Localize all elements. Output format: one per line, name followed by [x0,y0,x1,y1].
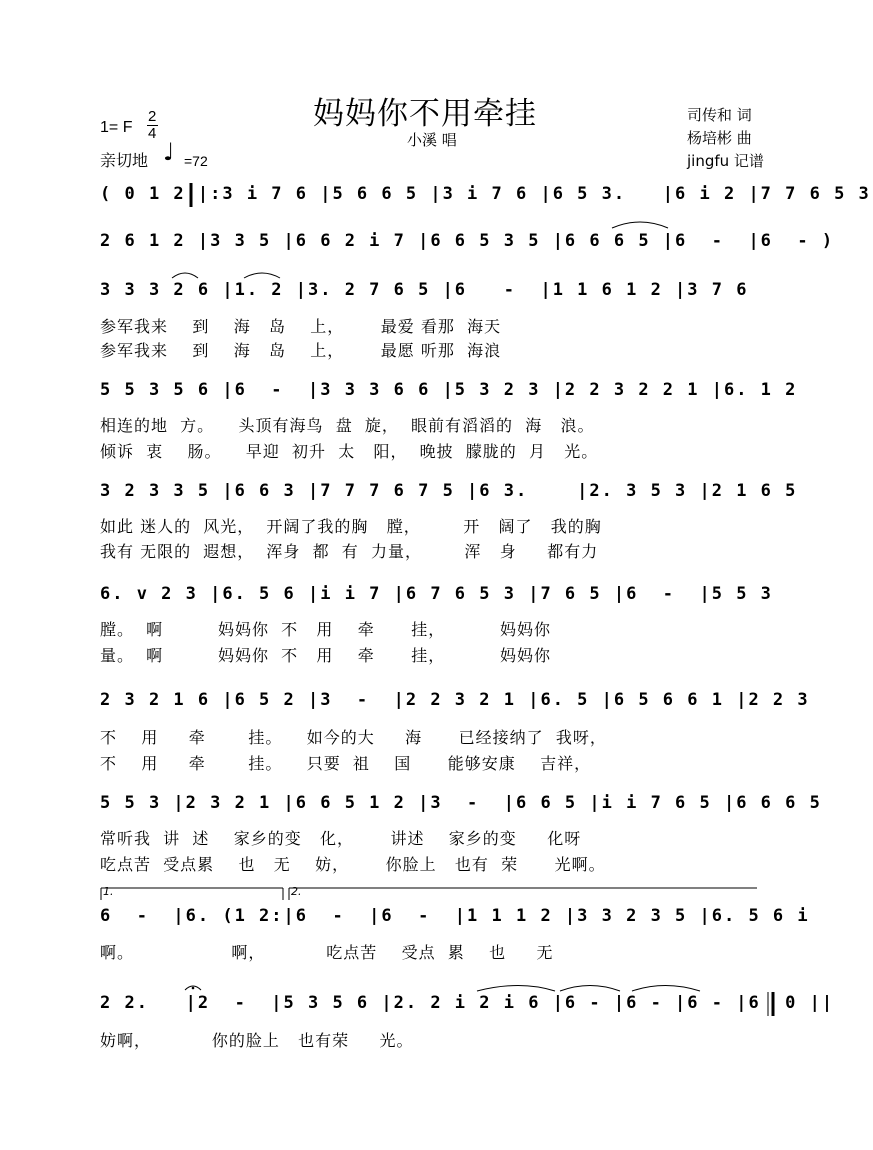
staff-row-4: 5 5 3 5 6 |6 - |3 3 3 6 6 |5 3 2 3 |2 2 3 2 2 1 |6. 1 2 [100,380,798,400]
lyric-line: 妨啊， 你的脸上 也有荣 光。 [100,1031,414,1050]
slur-arc [244,273,280,278]
lyric-line: 吃点苦 受点累 也 无 妨， 你脸上 也有 荣 光啊。 [100,855,606,874]
lyric-line: 不 用 牵 挂。 如今的大 海 已经接纳了 我呀， [100,728,607,747]
tempo-value: =72 [184,153,208,169]
singer-credit: 小溪 唱 [407,131,457,149]
staff-row-1: ( 0 1 2 |:3 i 7 6 |5 6 6 5 |3 i 7 6 |6 5 3. |6 i 2 |7 7 6 5 3 [100,184,871,204]
slur-arc [172,273,198,278]
composer-credit: 杨培彬 曲 [687,129,752,147]
song-title: 妈妈你不用牵挂 [313,96,537,132]
lyric-line: 倾诉 衷 肠。 早迎 初升 太 阳， 晚披 朦胧的 月 光。 [100,442,599,461]
staff-row-8: 5 5 3 |2 3 2 1 |6 6 5 1 2 |3 - |6 6 5 |i i 7 6 5 |6 6 6 5 [100,793,822,813]
fermata-dot [192,987,195,990]
tie-arc [612,222,668,228]
tie-arc [477,986,555,992]
lyric-line: 参军我来 到 海 岛 上， 最爱 看那 海天 [100,317,502,336]
time-signature-bottom: 4 [148,125,157,142]
tie-arc [560,986,620,992]
lyric-line: 量。 啊 妈妈你 不 用 牵 挂， 妈妈你 [100,646,552,665]
staff-row-3: 3 3 3 2 6 |1. 2 |3. 2 7 6 5 |6 - |1 1 6 1 2 |3 7 6 [100,280,749,300]
lyric-line: 不 用 牵 挂。 只要 祖 国 能够安康 吉祥， [100,754,592,773]
staff-row-5: 3 2 3 3 5 |6 6 3 |7 7 7 6 7 5 |6 3. |2. 3 5 3 |2 1 6 5 [100,481,798,501]
staff-row-7: 2 3 2 1 6 |6 5 2 |3 - |2 2 3 2 1 |6. 5 |6 5 6 6 1 |2 2 3 [100,690,810,710]
tempo-label: 亲切地 [100,151,149,170]
lyric-line: 参军我来 到 海 岛 上， 最愿 听那 海浪 [100,341,502,360]
staff-row-10: 2 2. |2 - |5 3 5 6 |2. 2 i 2 i 6 |6 - |6 - |6 - |6 0 || [100,993,835,1013]
lyricist-credit: 司传和 词 [687,106,752,124]
key-signature: 1= F [100,119,133,136]
second-ending-label: 2. [291,885,302,898]
transcriber-credit: jingfu 记谱 [687,152,764,170]
first-ending-label: 1. [103,885,114,898]
lyric-line: 啊。 啊， 吃点苦 受点 累 也 无 [100,943,554,962]
lyric-line: 常听我 讲 述 家乡的变 化， 讲述 家乡的变 化呀 [100,829,582,848]
lyric-line: 我有 无限的 遐想， 浑身 都 有 力量， 浑 身 都有力 [100,542,599,561]
lyric-line: 相连的地 方。 头顶有海鸟 盘 旋， 眼前有滔滔的 海 浪。 [100,416,595,435]
lyric-line: 膛。 啊 妈妈你 不 用 牵 挂， 妈妈你 [100,620,552,639]
tie-arc [632,986,700,992]
staff-row-2: 2 6 1 2 |3 3 5 |6 6 2 i 7 |6 6 5 3 5 |6 6 6 5 |6 - |6 - ) [100,231,835,251]
time-signature-top: 2 [148,108,157,125]
lyric-line: 如此 迷人的 风光， 开阔了我的胸 膛， 开 阔了 我的胸 [100,517,602,536]
staff-row-6: 6. v 2 3 |6. 5 6 |i i 7 |6 7 6 5 3 |7 6 5 |6 - |5 5 3 [100,584,773,604]
quarter-note-icon: ♩ [163,138,175,166]
staff-row-9: 6 - |6. (1 2:|6 - |6 - |1 1 1 2 |3 3 2 3 5 |6. 5 6 i [100,906,810,926]
